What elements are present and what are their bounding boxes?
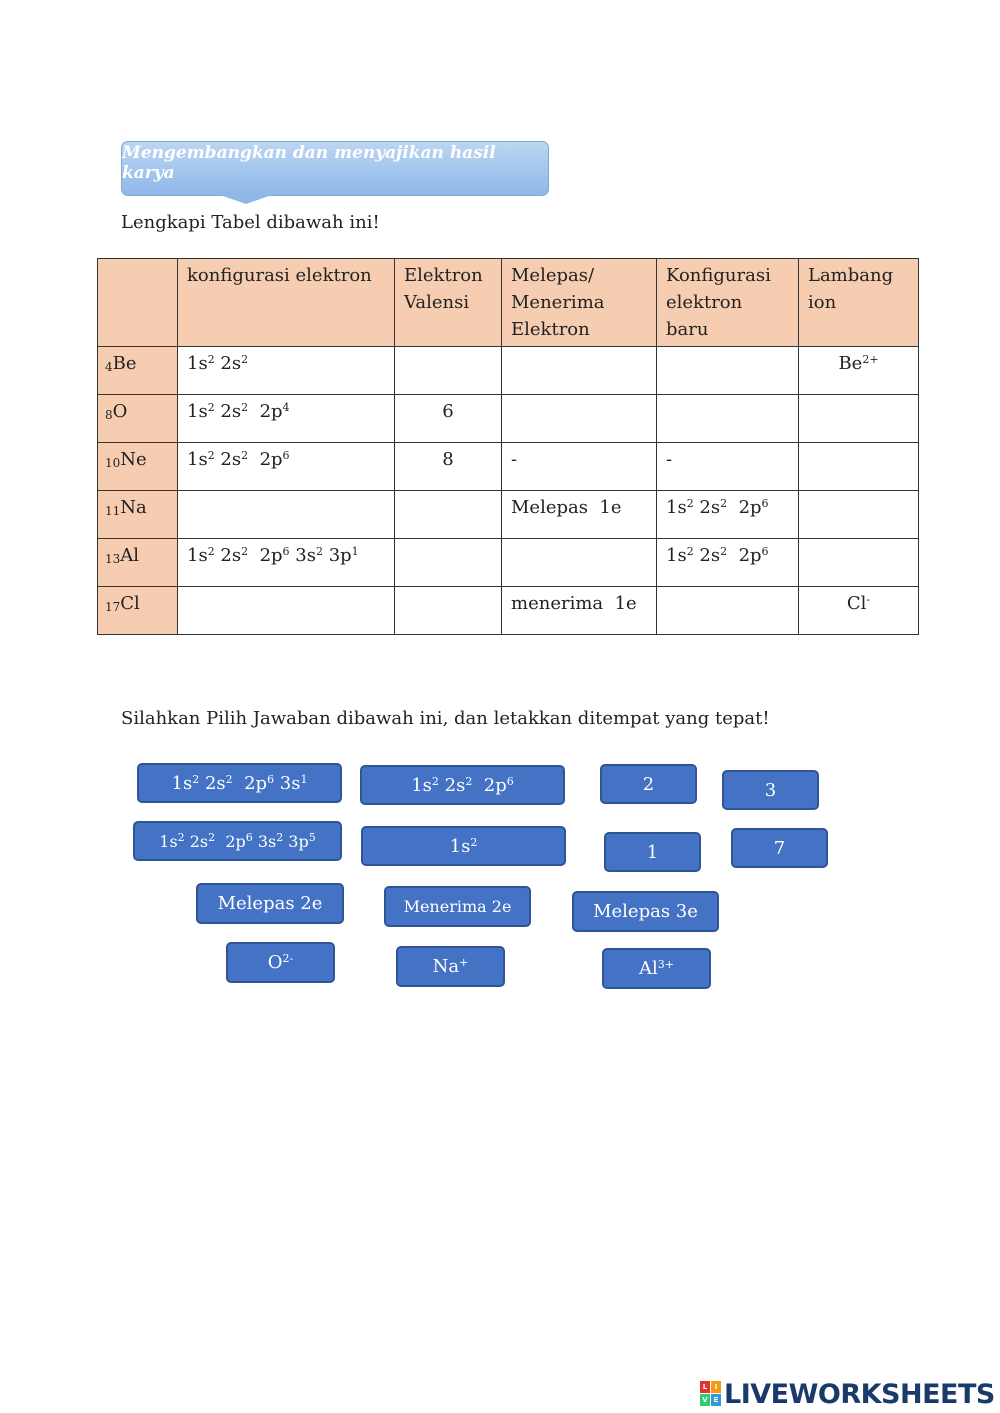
action-cell[interactable] bbox=[502, 347, 657, 395]
superscript: 2 bbox=[241, 545, 249, 558]
new-config-cell[interactable] bbox=[657, 491, 799, 539]
header-cell: Elektron Valensi bbox=[395, 259, 502, 347]
liveworksheets-logo bbox=[700, 1377, 995, 1411]
text-part: 2s bbox=[214, 449, 242, 470]
valence-cell[interactable] bbox=[395, 491, 502, 539]
text-part: 1s bbox=[411, 774, 432, 796]
atomic-number: 4 bbox=[105, 360, 113, 374]
config-cell[interactable] bbox=[178, 395, 395, 443]
superscript: 6 bbox=[506, 774, 514, 788]
answer-chip-label bbox=[411, 775, 514, 796]
superscript: 2 bbox=[720, 545, 728, 558]
answer-chip-label bbox=[639, 958, 674, 979]
element-symbol: Be bbox=[112, 353, 137, 374]
config-cell[interactable] bbox=[178, 347, 395, 395]
superscript: 2 bbox=[207, 401, 215, 414]
ion-cell[interactable] bbox=[799, 587, 919, 635]
element-cell bbox=[98, 347, 178, 395]
text-part: Be bbox=[838, 353, 863, 374]
action-cell[interactable]: Melepas 1e bbox=[502, 491, 657, 539]
table-instruction: Lengkapi Tabel dibawah ini! bbox=[121, 212, 380, 233]
superscript: 2 bbox=[207, 545, 215, 558]
text-part: 2s bbox=[438, 774, 466, 796]
answer-chip[interactable] bbox=[360, 765, 565, 805]
config-cell[interactable] bbox=[178, 587, 395, 635]
answer-chip-label bbox=[268, 952, 293, 973]
valence-cell[interactable]: 6 bbox=[395, 395, 502, 443]
answer-chip[interactable] bbox=[604, 832, 701, 872]
atomic-number: 10 bbox=[105, 456, 121, 470]
banner-title: Mengembangkan dan menyajikan hasil karya bbox=[122, 142, 496, 183]
superscript: 2 bbox=[465, 774, 473, 788]
banner-tail bbox=[220, 195, 272, 204]
superscript: 2 bbox=[192, 772, 200, 786]
header-cell: Melepas/ Menerima Elektron bbox=[502, 259, 657, 347]
text-part: 2p bbox=[248, 449, 283, 470]
superscript: 2 bbox=[315, 545, 323, 558]
atomic-number: 8 bbox=[105, 408, 113, 422]
table-row bbox=[98, 539, 919, 587]
element-symbol: Na bbox=[120, 497, 147, 518]
text-part: 2s bbox=[184, 831, 209, 851]
answer-chip[interactable] bbox=[722, 770, 819, 810]
text-part: 2s bbox=[199, 772, 226, 794]
superscript: 2 bbox=[208, 830, 216, 844]
text-part: 2p bbox=[248, 545, 283, 566]
superscript: 4 bbox=[282, 401, 290, 414]
answer-chip[interactable] bbox=[133, 821, 342, 861]
text-part: 2s bbox=[214, 545, 242, 566]
answer-chip[interactable] bbox=[396, 946, 505, 987]
text-part: 1s bbox=[187, 401, 208, 422]
new-config-cell[interactable] bbox=[657, 395, 799, 443]
superscript: 5 bbox=[308, 830, 316, 844]
header-cell bbox=[98, 259, 178, 347]
element-symbol: Al bbox=[120, 545, 140, 566]
superscript: 2 bbox=[686, 545, 694, 558]
text-part: 1s bbox=[666, 497, 687, 518]
answer-chip-label bbox=[774, 838, 785, 859]
text-part: 1s bbox=[159, 831, 178, 851]
section-banner bbox=[121, 141, 549, 196]
element-cell bbox=[98, 491, 178, 539]
table-header-row bbox=[98, 259, 919, 347]
answer-chip[interactable] bbox=[384, 886, 531, 927]
header-cell: konfigurasi elektron bbox=[178, 259, 395, 347]
text-part: 1 bbox=[646, 841, 659, 863]
superscript: + bbox=[459, 956, 469, 969]
answer-chip-label bbox=[647, 842, 658, 863]
action-cell[interactable]: menerima 1e bbox=[502, 587, 657, 635]
text-part: - bbox=[666, 449, 673, 470]
superscript: 2+ bbox=[862, 353, 879, 366]
ion-cell[interactable] bbox=[799, 347, 919, 395]
action-cell[interactable]: - bbox=[502, 443, 657, 491]
superscript: 2 bbox=[177, 830, 185, 844]
superscript: 2 bbox=[431, 774, 439, 788]
superscript: 2 bbox=[225, 772, 233, 786]
text-part: 7 bbox=[773, 837, 786, 859]
element-cell bbox=[98, 395, 178, 443]
logo-text: LIVEWORKSHEETS bbox=[724, 1378, 995, 1410]
table-row bbox=[98, 491, 919, 539]
action-cell[interactable] bbox=[502, 539, 657, 587]
superscript: 1 bbox=[351, 545, 359, 558]
answer-chip[interactable] bbox=[226, 942, 335, 983]
text-part: Melepas 3e bbox=[593, 901, 698, 922]
superscript: 2 bbox=[720, 497, 728, 510]
answer-chip[interactable] bbox=[602, 948, 711, 989]
text-part: 3 bbox=[764, 779, 777, 801]
superscript: 6 bbox=[267, 772, 275, 786]
superscript: 2 bbox=[241, 401, 249, 414]
new-config-cell[interactable] bbox=[657, 539, 799, 587]
text-part: 2s bbox=[693, 497, 721, 518]
answer-chip-label bbox=[450, 836, 478, 857]
text-part: 3s bbox=[289, 545, 316, 566]
answer-chip-label bbox=[172, 773, 308, 794]
text-part: 1s bbox=[187, 545, 208, 566]
answer-chip[interactable] bbox=[196, 883, 344, 924]
text-part: Melepas 2e bbox=[217, 893, 323, 914]
superscript: 2 bbox=[241, 353, 249, 366]
superscript: 6 bbox=[761, 545, 769, 558]
atomic-number: 11 bbox=[105, 504, 121, 518]
header-cell: Lambang ion bbox=[799, 259, 919, 347]
element-cell bbox=[98, 539, 178, 587]
text-part: 3s bbox=[274, 772, 301, 794]
superscript: 2 bbox=[276, 830, 284, 844]
table-row bbox=[98, 395, 919, 443]
valence-cell[interactable] bbox=[395, 539, 502, 587]
action-cell[interactable] bbox=[502, 395, 657, 443]
ion-cell[interactable] bbox=[799, 395, 919, 443]
text-part: Cl bbox=[846, 593, 867, 614]
valence-cell[interactable]: 8 bbox=[395, 443, 502, 491]
table-row bbox=[98, 587, 919, 635]
header-cell: Konfigurasi elektron baru bbox=[657, 259, 799, 347]
text-part: 2p bbox=[727, 545, 762, 566]
text-part: 2 bbox=[642, 773, 655, 795]
answer-chip-label bbox=[643, 774, 654, 795]
element-symbol: O bbox=[112, 401, 128, 422]
atomic-number: 17 bbox=[105, 600, 121, 614]
answer-chip[interactable] bbox=[361, 826, 566, 866]
text-part: Menerima 2e bbox=[403, 897, 512, 916]
superscript: 6 bbox=[282, 545, 290, 558]
answer-chip[interactable] bbox=[600, 764, 697, 804]
answer-chip-label bbox=[218, 893, 323, 914]
answer-chip-label bbox=[159, 832, 315, 851]
text-part: 2p bbox=[472, 774, 507, 796]
superscript: 6 bbox=[245, 830, 253, 844]
text-part: 1s bbox=[171, 772, 193, 794]
atomic-number: 13 bbox=[105, 552, 121, 566]
superscript: 3+ bbox=[657, 958, 674, 971]
ion-cell[interactable] bbox=[799, 443, 919, 491]
text-part: 2s bbox=[693, 545, 721, 566]
superscript: 2 bbox=[207, 449, 215, 462]
element-symbol: Ne bbox=[120, 449, 147, 470]
text-part: 2p bbox=[215, 831, 246, 851]
element-cell bbox=[98, 587, 178, 635]
answer-chip[interactable] bbox=[572, 891, 719, 932]
superscript: 2- bbox=[282, 952, 294, 965]
text-part: Na bbox=[432, 956, 460, 977]
text-part: 3p bbox=[322, 545, 352, 566]
answer-chip-label bbox=[765, 780, 776, 801]
superscript: 2 bbox=[241, 449, 249, 462]
superscript: 2 bbox=[207, 353, 215, 366]
text-part: 2p bbox=[727, 497, 762, 518]
answer-chip-label bbox=[404, 897, 512, 916]
answers-instruction: Silahkan Pilih Jawaban dibawah ini, dan letakkan ditempat yang tepat! bbox=[121, 708, 770, 729]
logo-mark-icon: L I V E bbox=[700, 1381, 722, 1407]
element-symbol: Cl bbox=[120, 593, 140, 614]
config-cell[interactable] bbox=[178, 539, 395, 587]
answer-chip[interactable] bbox=[731, 828, 828, 868]
text-part: 2s bbox=[214, 401, 242, 422]
text-part: 3p bbox=[283, 831, 309, 851]
superscript: 2 bbox=[470, 835, 478, 849]
superscript: - bbox=[866, 593, 871, 606]
text-part: 2p bbox=[248, 401, 283, 422]
text-part: 2s bbox=[214, 353, 242, 374]
new-config-cell[interactable] bbox=[657, 443, 799, 491]
text-part: 1s bbox=[666, 545, 687, 566]
new-config-cell[interactable] bbox=[657, 347, 799, 395]
text-part: O bbox=[267, 952, 283, 973]
text-part: 2p bbox=[232, 772, 268, 794]
superscript: 6 bbox=[761, 497, 769, 510]
table-row bbox=[98, 347, 919, 395]
ion-cell[interactable] bbox=[799, 491, 919, 539]
answer-chip-label bbox=[433, 956, 469, 977]
config-cell[interactable] bbox=[178, 443, 395, 491]
superscript: 6 bbox=[282, 449, 290, 462]
new-config-cell[interactable] bbox=[657, 587, 799, 635]
text-part: 1s bbox=[449, 835, 471, 857]
valence-cell[interactable] bbox=[395, 347, 502, 395]
answer-chip-label bbox=[593, 901, 698, 922]
superscript: 1 bbox=[300, 772, 308, 786]
text-part: 1s bbox=[187, 353, 208, 374]
text-part: 1s bbox=[187, 449, 208, 470]
text-part: Al bbox=[639, 958, 658, 979]
electron-config-table bbox=[97, 258, 919, 635]
config-cell[interactable] bbox=[178, 491, 395, 539]
element-cell bbox=[98, 443, 178, 491]
text-part: 3s bbox=[252, 831, 277, 851]
ion-cell[interactable] bbox=[799, 539, 919, 587]
valence-cell[interactable] bbox=[395, 587, 502, 635]
answer-chip[interactable] bbox=[137, 763, 342, 803]
superscript: 2 bbox=[686, 497, 694, 510]
table-row bbox=[98, 443, 919, 491]
